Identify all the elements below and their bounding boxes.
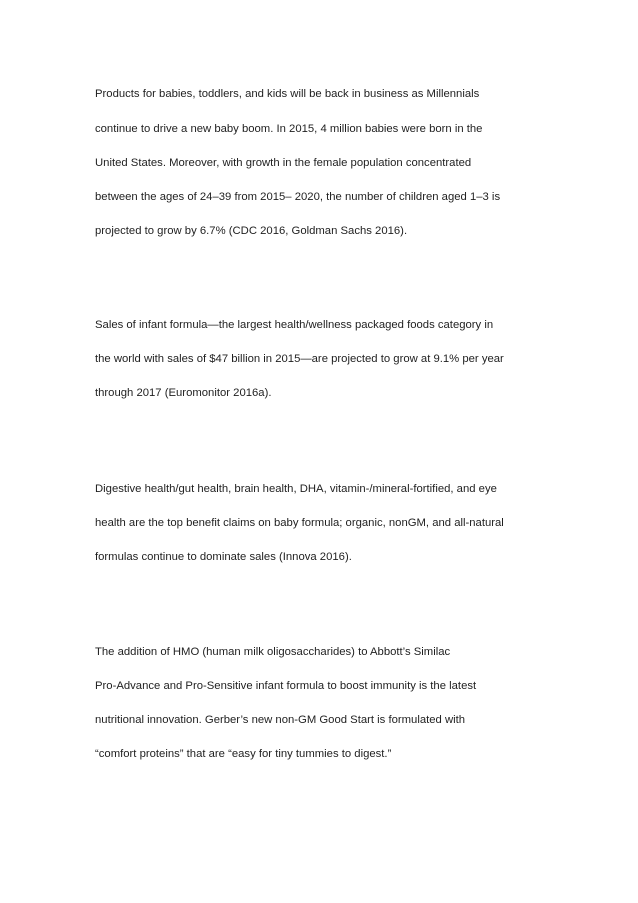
paragraph-line: continue to drive a new baby boom. In 2015, 4 million babies were born in the — [95, 123, 483, 135]
paragraph-line: Sales of infant formula—the largest health/wellness packaged foods category in — [95, 319, 494, 331]
paragraph-line: the world with sales of $47 billion in 2015—are projected to grow at 9.1% per year — [95, 353, 504, 365]
paragraph-line: between the ages of 24–39 from 2015– 2020, the number of children aged 1–3 is — [95, 191, 501, 203]
paragraph-line: Digestive health/gut health, brain health, DHA, vitamin-/mineral-fortified, and eye — [95, 483, 497, 495]
paragraph-line: Pro-Advance and Pro-Sensitive infant formula to boost immunity is the latest — [95, 680, 477, 692]
paragraph-line: The addition of HMO (human milk oligosaccharides) to Abbott’s Similac — [95, 646, 451, 658]
paragraph-line: nutritional innovation. Gerber’s new non-GM Good Start is formulated with — [95, 714, 466, 726]
paragraph-line: United States. Moreover, with growth in the female population concentrated — [95, 157, 472, 169]
paragraph-line: health are the top benefit claims on baby formula; organic, nonGM, and all-natural — [95, 517, 504, 529]
paragraph-line: through 2017 (Euromonitor 2016a). — [95, 387, 272, 399]
paragraph-line: projected to grow by 6.7% (CDC 2016, Goldman Sachs 2016). — [95, 225, 408, 237]
paragraph-line: “comfort proteins” that are “easy for tiny tummies to digest.” — [95, 748, 392, 760]
paragraph-line: Products for babies, toddlers, and kids will be back in business as Millennials — [95, 88, 480, 100]
paragraph-line: formulas continue to dominate sales (Innova 2016). — [95, 551, 352, 563]
